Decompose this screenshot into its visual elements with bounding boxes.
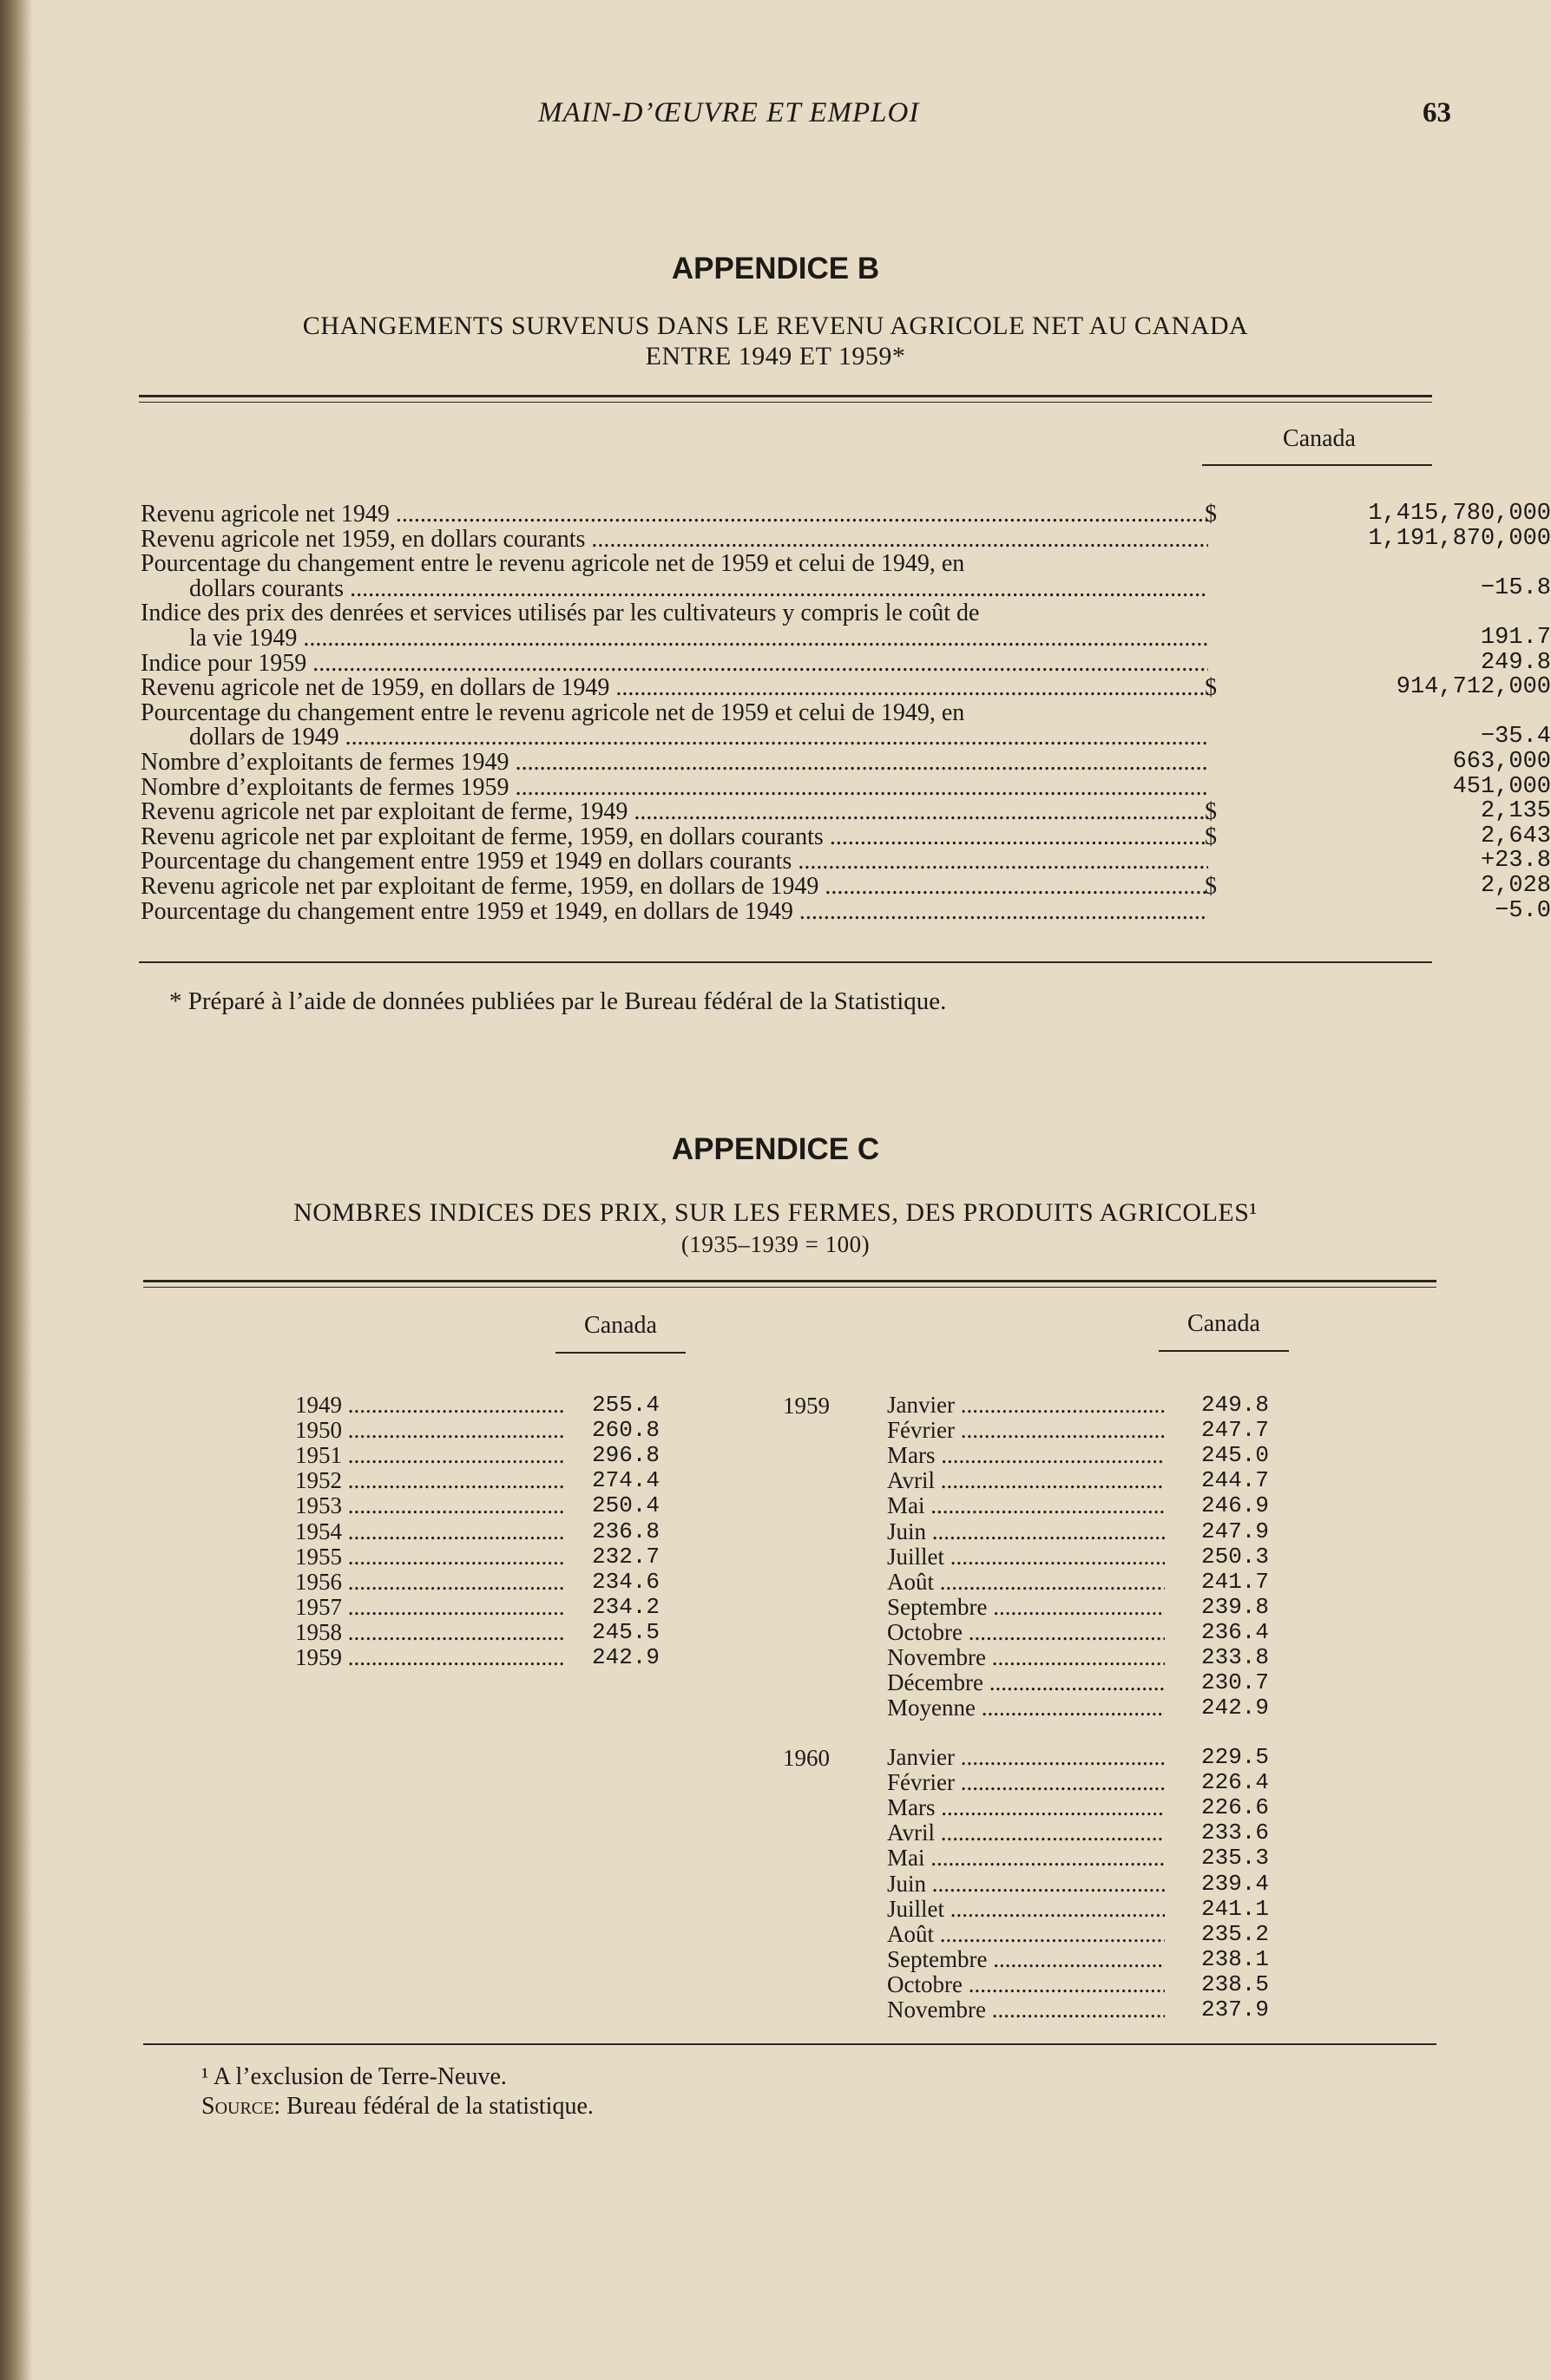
- row-value: −15.8: [1480, 574, 1551, 601]
- row-label: Nombre d’exploitants de fermes 1959 .....: [141, 775, 1208, 800]
- monthly-row: [887, 1872, 1269, 1897]
- month-label: Août .....: [887, 1570, 1165, 1595]
- monthly-row: [887, 1897, 1269, 1922]
- month-value: 239.4: [1200, 1870, 1269, 1897]
- annual-value: 274.4: [591, 1467, 660, 1494]
- annual-row: [295, 1544, 660, 1570]
- table-row: [141, 798, 1551, 826]
- row-label: Revenu agricole net par exploitant de ferme, 1949 .....: [141, 799, 1208, 824]
- month-label: Octobre .....: [887, 1972, 1165, 1997]
- annual-year: 1957 .....: [295, 1595, 564, 1620]
- row-value: −35.4: [1480, 724, 1551, 751]
- table-row: [141, 700, 1416, 725]
- appendix-c-column-underline-left: [555, 1352, 686, 1354]
- annual-year: 1951 .....: [295, 1443, 564, 1468]
- running-title: MAIN-D’ŒUVRE ET EMPLOI: [538, 97, 920, 128]
- month-label: Septembre .....: [887, 1595, 1165, 1620]
- monthly-row: [887, 1544, 1269, 1570]
- annual-row: [295, 1493, 660, 1518]
- appendix-c-heading: APPENDICE C: [671, 1132, 880, 1166]
- table-row: [141, 773, 1551, 800]
- appendix-c-column-head-right: Canada: [1187, 1310, 1260, 1337]
- row-label: Revenu agricole net de 1959, en dollars de 1949 .....: [141, 675, 1208, 700]
- month-value: 241.1: [1200, 1895, 1269, 1922]
- page-number: 63: [1423, 97, 1451, 128]
- month-value: 250.3: [1200, 1543, 1269, 1570]
- row-currency: $: [1205, 501, 1217, 528]
- month-label: Mars .....: [887, 1443, 1165, 1468]
- month-label: Janvier .....: [887, 1393, 1165, 1418]
- row-label: Pourcentage du changement entre le revenu agricole net de 1959 et celui de 1949, en: [141, 551, 965, 577]
- month-label: Janvier .....: [887, 1745, 1165, 1770]
- monthly-row: [887, 1947, 1269, 1972]
- appendix-b-column-head: Canada: [1283, 425, 1356, 452]
- annual-year: 1954 .....: [295, 1519, 564, 1544]
- monthly-row: [887, 1443, 1269, 1468]
- appendix-c-column-head-left: Canada: [584, 1312, 657, 1339]
- row-value: +23.8: [1480, 848, 1551, 875]
- appendix-b-column-underline: [1202, 464, 1432, 466]
- month-value: 247.9: [1200, 1518, 1269, 1544]
- month-label: Avril .....: [887, 1820, 1165, 1846]
- appendix-c-top-rule: [143, 1280, 1436, 1288]
- annual-value: 260.8: [591, 1417, 660, 1444]
- appendix-b-top-rule: [139, 395, 1432, 403]
- row-label: Revenu agricole net 1949 .....: [141, 502, 1208, 527]
- table-row: [141, 574, 1551, 601]
- month-label: Août .....: [887, 1922, 1165, 1947]
- source-text: : Bureau fédéral de la statistique.: [273, 2093, 594, 2120]
- annual-row: [295, 1443, 660, 1468]
- month-value: 249.8: [1200, 1392, 1269, 1418]
- appendix-c-subtitle-2: (1935–1939 = 100): [680, 1231, 871, 1257]
- row-value: 1,415,780,000: [1368, 501, 1551, 527]
- month-value: 239.8: [1200, 1593, 1269, 1620]
- month-value: 233.8: [1200, 1644, 1269, 1670]
- annual-value: 250.4: [591, 1492, 660, 1519]
- row-label: Pourcentage du changement entre 1959 et 1949 en dollars courants .....: [141, 849, 1208, 874]
- row-label: Revenu agricole net par exploitant de ferme, 1959, en dollars de 1949 .....: [141, 874, 1208, 899]
- monthly-row: [887, 1795, 1269, 1820]
- annual-year: 1955 .....: [295, 1544, 564, 1570]
- monthly-row: [887, 1493, 1269, 1518]
- row-value: 2,135: [1480, 798, 1551, 825]
- row-currency: $: [1205, 823, 1217, 850]
- table-row: [141, 649, 1551, 676]
- table-row: [141, 897, 1551, 924]
- annual-value: 245.5: [591, 1618, 660, 1645]
- appendix-b-subtitle-1: CHANGEMENTS SURVENUS DANS LE REVENU AGRICOLE NET AU CANADA: [302, 311, 1249, 340]
- monthly-row: [887, 1393, 1269, 1418]
- annual-value: 234.2: [591, 1593, 660, 1620]
- monthly-row: [887, 1418, 1269, 1443]
- row-value: 2,643: [1480, 823, 1551, 849]
- month-value: 233.6: [1200, 1819, 1269, 1846]
- month-label: Moyenne .....: [887, 1695, 1165, 1721]
- annual-year: 1953 .....: [295, 1493, 564, 1518]
- monthly-row: [887, 1645, 1269, 1670]
- month-value: 245.0: [1200, 1442, 1269, 1469]
- monthly-row: [887, 1820, 1269, 1846]
- table-row: [141, 625, 1551, 651]
- annual-year: 1950 .....: [295, 1418, 564, 1443]
- table-row: [141, 600, 1416, 626]
- annual-value: 234.6: [591, 1568, 660, 1595]
- monthly-row: [887, 1770, 1269, 1795]
- row-label: Indice pour 1959 .....: [141, 651, 1208, 676]
- annual-row: [295, 1620, 660, 1645]
- month-label: Juillet .....: [887, 1897, 1165, 1922]
- monthly-row: [887, 1670, 1269, 1695]
- source-label: Source: [201, 2093, 274, 2120]
- month-value: 230.7: [1200, 1669, 1269, 1696]
- table-row: [141, 674, 1551, 702]
- table-row: [141, 749, 1551, 775]
- annual-value: 296.8: [591, 1442, 660, 1469]
- month-value: 236.4: [1200, 1618, 1269, 1645]
- appendix-c-bottom-rule: [143, 2043, 1436, 2045]
- appendix-c-column-underline-right: [1159, 1350, 1289, 1352]
- row-label: Pourcentage du changement entre le revenu agricole net de 1959 et celui de 1949, en: [141, 699, 965, 725]
- month-label: Juin .....: [887, 1872, 1165, 1897]
- row-label: Revenu agricole net 1959, en dollars courants .....: [141, 527, 1208, 552]
- row-value: 249.8: [1480, 649, 1551, 676]
- month-label: Avril .....: [887, 1468, 1165, 1493]
- row-label: la vie 1949 .....: [189, 626, 1208, 651]
- annual-year: 1956 .....: [295, 1570, 564, 1595]
- table-row: [141, 551, 1416, 576]
- month-label: Juin .....: [887, 1519, 1165, 1544]
- monthly-year: 1959: [783, 1393, 830, 1419]
- annual-row: [295, 1519, 660, 1544]
- row-value: −5.0: [1495, 897, 1551, 924]
- table-row: [141, 501, 1551, 528]
- month-value: 238.5: [1200, 1970, 1269, 1997]
- table-row: [141, 873, 1551, 900]
- month-label: Septembre .....: [887, 1947, 1165, 1972]
- row-label: Revenu agricole net par exploitant de ferme, 1959, en dollars courants .....: [141, 824, 1208, 849]
- row-label: Indice des prix des denrées et services utilisés par les cultivateurs y compris le coût de: [141, 600, 980, 626]
- annual-year: 1949 .....: [295, 1393, 564, 1418]
- monthly-row: [887, 1745, 1269, 1770]
- appendix-c-source: [201, 2093, 594, 2121]
- appendix-c-footnote: ¹ A l’exclusion de Terre-Neuve.: [201, 2063, 507, 2090]
- appendix-b-bottom-rule: [139, 961, 1432, 963]
- annual-value: 232.7: [591, 1543, 660, 1570]
- month-label: Février .....: [887, 1418, 1165, 1443]
- row-currency: $: [1205, 674, 1217, 702]
- month-value: 235.3: [1200, 1845, 1269, 1872]
- table-row: [141, 823, 1551, 850]
- month-label: Février .....: [887, 1770, 1165, 1795]
- row-value: 914,712,000: [1396, 674, 1551, 701]
- month-label: Novembre .....: [887, 1645, 1165, 1670]
- annual-year: 1958 .....: [295, 1620, 564, 1645]
- month-label: Décembre .....: [887, 1670, 1165, 1695]
- appendix-b-subtitle-2: ENTRE 1949 ET 1959*: [645, 342, 906, 370]
- annual-row: [295, 1645, 660, 1670]
- month-value: 237.9: [1200, 1996, 1269, 2023]
- row-label: Pourcentage du changement entre 1959 et 1949, en dollars de 1949 .....: [141, 899, 1208, 924]
- month-value: 226.4: [1200, 1769, 1269, 1796]
- annual-row: [295, 1595, 660, 1620]
- running-head: [139, 97, 1451, 141]
- month-value: 229.5: [1200, 1744, 1269, 1770]
- month-label: Novembre .....: [887, 1997, 1165, 2023]
- monthly-row: [887, 1468, 1269, 1493]
- month-label: Juillet .....: [887, 1544, 1165, 1570]
- row-label: Nombre d’exploitants de fermes 1949 .....: [141, 750, 1208, 775]
- annual-value: 242.9: [591, 1644, 660, 1670]
- month-label: Mai .....: [887, 1846, 1165, 1871]
- row-label: dollars courants .....: [189, 576, 1208, 601]
- row-label: dollars de 1949 .....: [189, 724, 1208, 750]
- monthly-row: [887, 1846, 1269, 1871]
- table-row: [141, 525, 1551, 552]
- annual-row: [295, 1468, 660, 1493]
- monthly-year: 1960: [783, 1745, 830, 1771]
- annual-value: 255.4: [591, 1392, 660, 1418]
- appendix-b-heading: APPENDICE B: [671, 252, 880, 285]
- month-value: 244.7: [1200, 1467, 1269, 1494]
- month-value: 226.6: [1200, 1794, 1269, 1821]
- appendix-c-subtitle-1: NOMBRES INDICES DES PRIX, SUR LES FERMES, DES PRODUITS AGRICOLES¹: [293, 1198, 1258, 1227]
- row-value: 663,000: [1452, 749, 1551, 775]
- annual-year: 1959 .....: [295, 1645, 564, 1670]
- annual-value: 236.8: [591, 1518, 660, 1544]
- monthly-row: [887, 1695, 1269, 1721]
- row-currency: $: [1205, 873, 1217, 900]
- month-value: 238.1: [1200, 1945, 1269, 1972]
- month-value: 241.7: [1200, 1568, 1269, 1595]
- row-value: 191.7: [1480, 625, 1551, 651]
- table-row: [141, 848, 1551, 875]
- monthly-row: [887, 1595, 1269, 1620]
- annual-row: [295, 1418, 660, 1443]
- row-value: 1,191,870,000: [1368, 525, 1551, 552]
- table-row: [141, 724, 1551, 751]
- monthly-row: [887, 1620, 1269, 1645]
- month-label: Mai .....: [887, 1493, 1165, 1518]
- month-value: 235.2: [1200, 1920, 1269, 1947]
- month-label: Octobre .....: [887, 1620, 1165, 1645]
- month-label: Mars .....: [887, 1795, 1165, 1820]
- month-value: 242.9: [1200, 1695, 1269, 1721]
- row-value: 451,000: [1452, 773, 1551, 800]
- annual-row: [295, 1570, 660, 1595]
- monthly-row: [887, 1997, 1269, 2023]
- month-value: 246.9: [1200, 1492, 1269, 1519]
- monthly-row: [887, 1519, 1269, 1544]
- month-value: 247.7: [1200, 1417, 1269, 1444]
- row-value: 2,028: [1480, 873, 1551, 899]
- appendix-b-footnote: * Préparé à l’aide de données publiées par le Bureau fédéral de la Statistique.: [169, 987, 947, 1015]
- annual-row: [295, 1393, 660, 1418]
- monthly-row: [887, 1570, 1269, 1595]
- row-currency: $: [1205, 798, 1217, 826]
- monthly-row: [887, 1922, 1269, 1947]
- monthly-row: [887, 1972, 1269, 1997]
- annual-year: 1952 .....: [295, 1468, 564, 1493]
